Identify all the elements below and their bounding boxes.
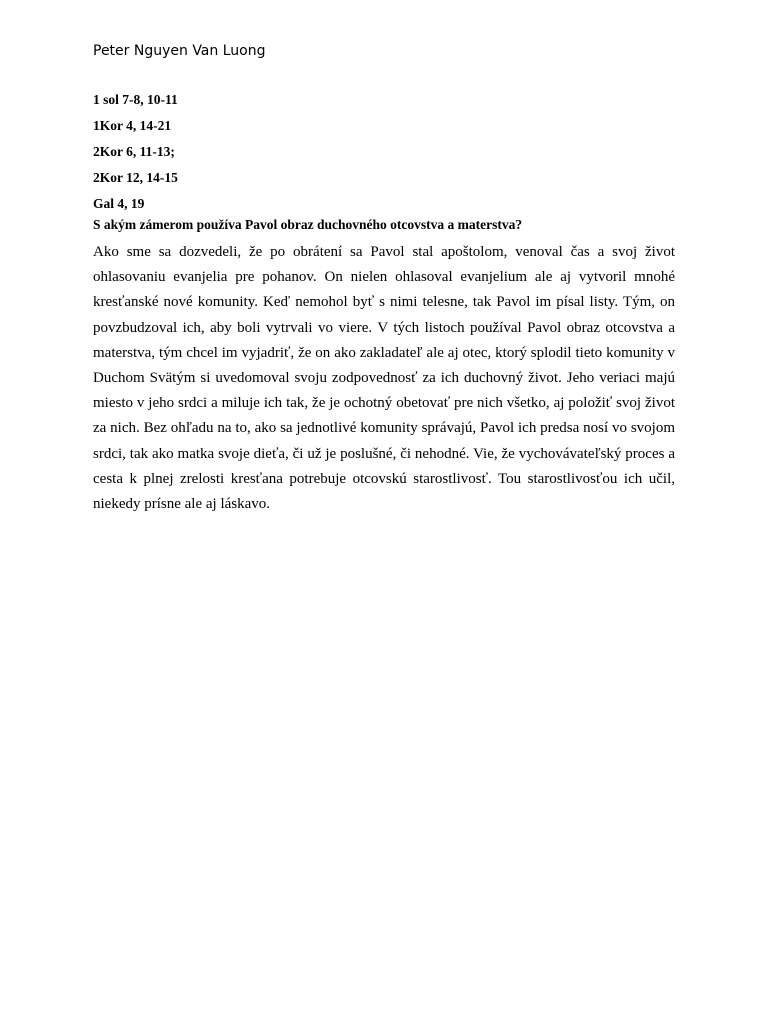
scripture-reference: 1Kor 4, 14-21 [93,118,172,133]
scripture-reference: 2Kor 6, 11-13; [93,144,175,159]
author-name: Peter Nguyen Van Luong [93,43,266,59]
scripture-references [93,87,675,217]
scripture-reference: Gal 4, 19 [93,196,145,211]
scripture-reference: 1 sol 7-8, 10-11 [93,92,178,107]
answer-paragraph: Ako sme sa dozvedeli, že po obrátení sa Pavol stal apoštolom, venoval čas a svoj život ohlasovaniu evanjelia pre pohanov. On nielen ohlasoval evanjelium ale aj vytvoril mnohé kresťanské nové komunity. Keď nemohol byť s nimi telesne, tak Pavol im písal listy. Tým, on povzbudzoval ich, aby boli vytrvali vo viere. V tých listoch používal Pavol obraz otcovstva a materstva, tým chcel im vyjadriť, že on ako zakladateľ ale aj otec, ktorý splodil tieto komunity v Duchom Svätým si uvedomoval svoju zodpovednosť za ich duchovný život. Jeho veriaci majú miesto v jeho srdci a miluje ich tak, že je ochotný obetovať pre nich všetko, aj položiť svoj život za nich. Bez ohľadu na to, ako sa jednotlivé komunity správajú, Pavol ich predsa nosí vo svojom srdci, tak ako matka svoje dieťa, či už je poslušné, či nehodné. Vie, že vychovávateľský proces a cesta k plnej zrelosti kresťana potrebuje otcovskú starostlivosť. Tou starostlivosťou ich učil, niekedy prísne ale aj láskavo. [93,244,675,513]
scripture-reference: 2Kor 12, 14-15 [93,170,178,185]
question-heading: S akým zámerom používa Pavol obraz duchovného otcovstva a materstva? [93,217,523,232]
